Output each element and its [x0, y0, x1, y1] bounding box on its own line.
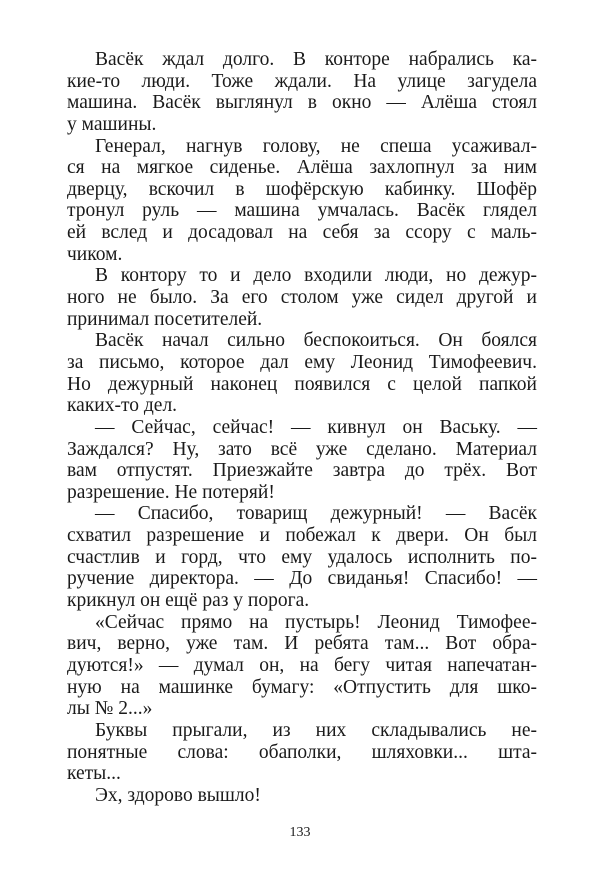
- text-line: у машины.: [67, 113, 157, 135]
- text-line: дверцу, вскочил в шофёрскую кабинку. Шофёр: [67, 178, 537, 200]
- text-line: за письмо, которое дал ему Леонид Тимофеевич.: [67, 351, 537, 373]
- text-line: каких-то дел.: [67, 395, 178, 417]
- text-line: ся на мягкое сиденье. Алёша захлопнул за ним: [67, 157, 537, 179]
- text-line: ную на машинке бумагу: «Отпустить для шко-: [67, 676, 537, 698]
- text-line: ей вслед и досадовал на себя за ссору с маль-: [67, 222, 537, 244]
- text-line: машина. Васёк выглянул в окно — Алёша стоял: [67, 92, 537, 114]
- text-line: В контору то и дело входили люди, но дежур-: [95, 265, 537, 287]
- text-line: лы № 2...»: [67, 698, 153, 720]
- text-line: — Сейчас, сейчас! — кивнул он Ваську. —: [95, 416, 537, 438]
- text-line: схватил разрешение и побежал к двери. Он был: [67, 525, 537, 547]
- text-line: Буквы прыгали, из них складывались не-: [95, 719, 537, 741]
- body-text: [67, 49, 537, 806]
- text-line: разрешение. Не потеряй!: [67, 481, 275, 503]
- text-line: вич, верно, уже там. И ребята там... Вот обра-: [67, 633, 537, 655]
- text-line: вам отпустят. Приезжайте завтра до трёх. Вот: [67, 460, 537, 482]
- text-line: дуются!» — думал он, на бегу читая напечатан-: [67, 654, 537, 676]
- page-number: 133: [289, 825, 311, 840]
- text-line: Генерал, нагнув голову, не спеша усаживал-: [95, 135, 537, 157]
- text-line: Но дежурный наконец появился с целой папкой: [67, 373, 537, 395]
- text-line: тронул руль — машина умчалась. Васёк глядел: [67, 200, 537, 222]
- text-line: понятные слова: обаполки, шляховки... шта-: [67, 741, 537, 763]
- text-line: кие-то люди. Тоже ждали. На улице загудела: [67, 70, 537, 92]
- text-line: — Спасибо, товарищ дежурный! — Васёк: [95, 503, 537, 525]
- text-line: Эх, здорово вышло!: [95, 784, 261, 806]
- text-line: Васёк начал сильно беспокоиться. Он боялся: [95, 330, 537, 352]
- text-line: кеты...: [67, 763, 121, 785]
- text-line: ного не было. За его столом уже сидел другой и: [67, 287, 537, 309]
- text-line: крикнул он ещё раз у порога.: [67, 590, 310, 612]
- text-line: принимал посетителей.: [67, 308, 263, 330]
- text-line: Заждался? Ну, зато всё уже сделано. Материал: [67, 438, 537, 460]
- text-line: «Сейчас прямо на пустырь! Леонид Тимофее-: [95, 611, 537, 633]
- text-line: счастлив и горд, что ему удалось исполнить по-: [67, 546, 537, 568]
- text-line: ручение директора. — До свиданья! Спасибо! —: [67, 568, 537, 590]
- text-line: чиком.: [67, 243, 123, 265]
- text-line: Васёк ждал долго. В конторе набрались ка-: [95, 49, 537, 70]
